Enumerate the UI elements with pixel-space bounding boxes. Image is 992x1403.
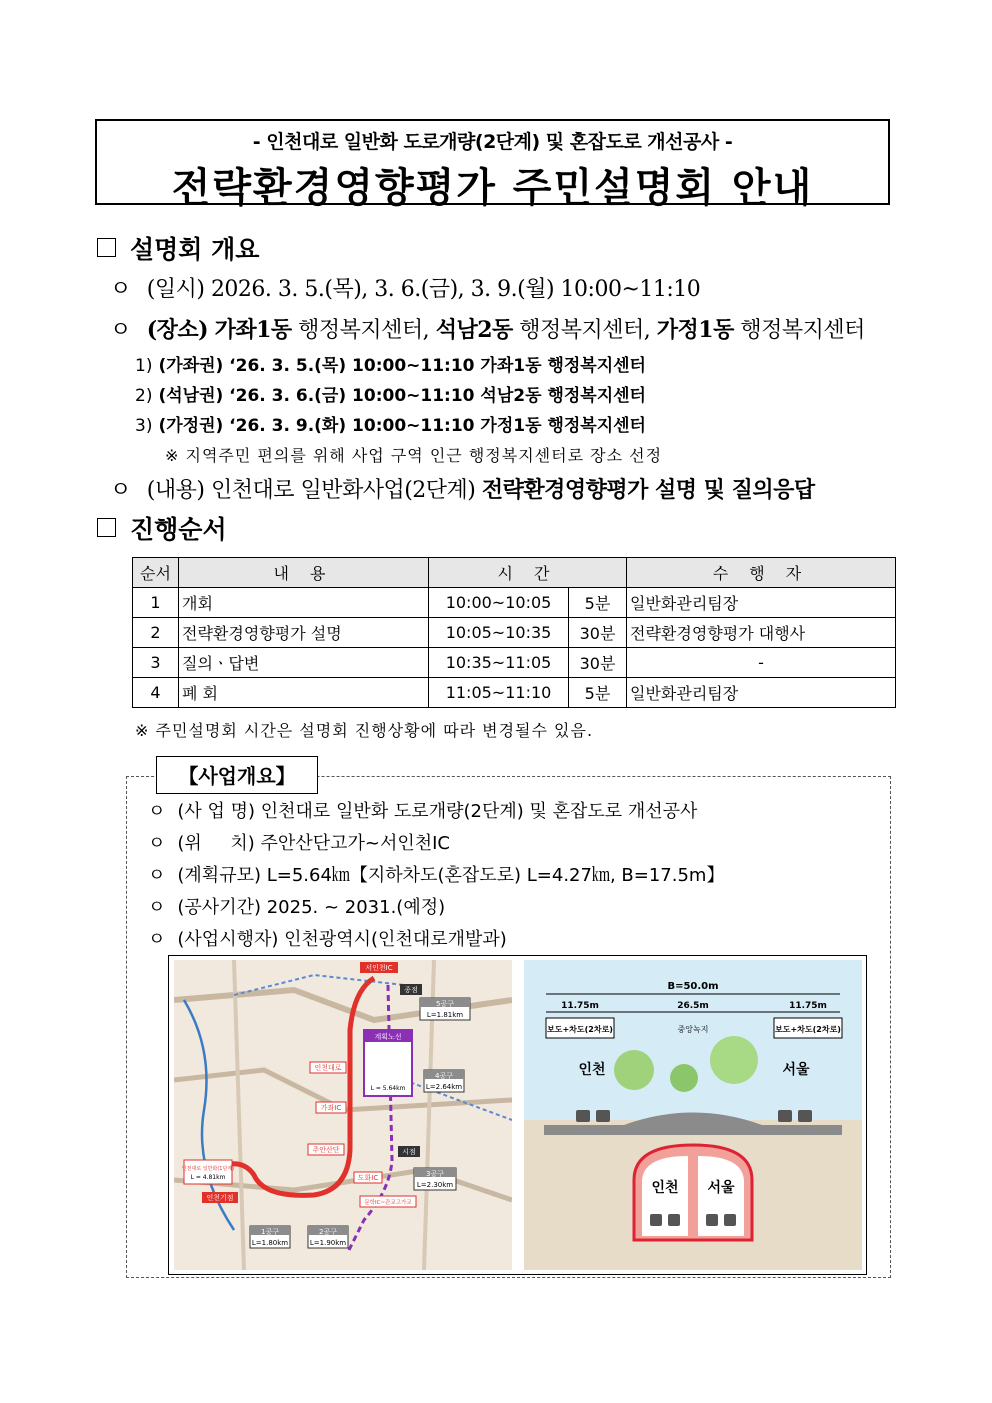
label-sijeom bbox=[398, 1146, 420, 1157]
session-item: 3) (가정권) ‘26. 3. 9.(화) 10:00~11:10 가정1동 행정복지센터 bbox=[135, 416, 646, 436]
section-label: 3공구 bbox=[426, 1170, 444, 1178]
label-dohwa-ic bbox=[354, 1172, 382, 1183]
content-line: ㅇ (내용) 인천대로 일반화사업(2단계) 전략환경영향평가 설명 및 질의응답 bbox=[110, 477, 815, 503]
section-label: 1공구 bbox=[261, 1228, 279, 1236]
cell-performer: 전략환경영향평가 대행사 bbox=[627, 618, 896, 648]
column-header: 시 간 bbox=[429, 558, 627, 588]
checkbox-square-icon bbox=[97, 238, 116, 257]
cell-no: 2 bbox=[133, 618, 179, 648]
cell-no: 1 bbox=[133, 588, 179, 618]
section-length: L=2.64km bbox=[425, 1083, 463, 1091]
svg-text:가좌IC: 가좌IC bbox=[320, 1104, 342, 1112]
plan-line-box bbox=[364, 1030, 412, 1096]
route-map bbox=[174, 960, 512, 1270]
total-width: B=50.0m bbox=[667, 981, 719, 992]
column-header: 수 행 자 bbox=[627, 558, 896, 588]
session-item: 2) (석남권) ‘26. 3. 6.(금) 10:00~11:10 석남2동 행정복지센터 bbox=[135, 386, 646, 406]
right-width: 11.75m bbox=[789, 1001, 827, 1011]
table-row bbox=[133, 678, 896, 708]
direction-label-right: 서울 bbox=[782, 1062, 810, 1078]
cell-duration: 5분 bbox=[569, 588, 627, 618]
label-juan-sandan bbox=[308, 1144, 344, 1155]
table-row bbox=[133, 618, 896, 648]
cell-content: 폐 회 bbox=[179, 678, 429, 708]
label-gajwa-ic bbox=[316, 1102, 346, 1113]
place-line: ㅇ (장소) 가좌1동 행정복지센터, 석남2동 행정복지센터, 가정1동 행정복지센터 bbox=[110, 317, 865, 343]
plan-line-title: 계획노선 bbox=[374, 1033, 402, 1041]
left-lane-label: 보도+차도(2차로) bbox=[547, 1025, 613, 1034]
cell-content: 개회 bbox=[179, 588, 429, 618]
car-icon bbox=[650, 1214, 662, 1226]
car-icon bbox=[596, 1110, 610, 1122]
label-incheon-daero bbox=[310, 1062, 346, 1073]
circle-bullet-icon: ㅇ bbox=[148, 897, 166, 918]
car-icon bbox=[778, 1110, 792, 1122]
cell-duration: 30분 bbox=[569, 648, 627, 678]
tree-icon bbox=[614, 1050, 654, 1090]
section-label: 5공구 bbox=[436, 1000, 454, 1008]
section-length: L=1.81km bbox=[426, 1011, 464, 1019]
label-jongjeom bbox=[400, 984, 422, 995]
svg-text:주안산단: 주안산단 bbox=[312, 1146, 340, 1154]
circle-bullet-icon: ㅇ bbox=[148, 833, 166, 854]
tunnel-bore-right bbox=[698, 1156, 744, 1236]
svg-text:인천기점: 인천기점 bbox=[206, 1194, 234, 1202]
plan-line-length: L = 5.64km bbox=[370, 1085, 406, 1092]
section-overview-heading: 설명회 개요 bbox=[97, 230, 259, 266]
svg-text:인천대로 일반화(1단계): 인천대로 일반화(1단계) bbox=[181, 1166, 235, 1172]
tunnel-bore-left bbox=[642, 1156, 688, 1236]
cell-time: 10:05~10:35 bbox=[429, 618, 569, 648]
tunnel-label-right: 서울 bbox=[707, 1180, 735, 1196]
svg-text:서인천IC: 서인천IC bbox=[365, 964, 393, 972]
procedure-note: ※ 주민설명회 시간은 설명회 진행상황에 따라 변경될수 있음. bbox=[135, 721, 594, 740]
project-item: ㅇ (사 업 명) 인천대로 일반화 도로개량(2단계) 및 혼잡도로 개선공사 bbox=[148, 801, 698, 822]
section-box-3 bbox=[414, 1168, 456, 1190]
svg-text:도화IC: 도화IC bbox=[357, 1174, 379, 1182]
label-mulmaru bbox=[360, 1196, 416, 1207]
car-icon bbox=[668, 1214, 680, 1226]
label-seoinchon bbox=[360, 962, 398, 973]
section-box-4 bbox=[424, 1070, 464, 1092]
cell-duration: 30분 bbox=[569, 618, 627, 648]
cell-time: 10:35~11:05 bbox=[429, 648, 569, 678]
circle-bullet-icon: ㅇ bbox=[110, 478, 131, 503]
car-icon bbox=[724, 1214, 736, 1226]
tunnel-label-left: 인천 bbox=[651, 1180, 679, 1196]
session-item: 1) (가좌권) ‘26. 3. 5.(목) 10:00~11:10 가좌1동 행정복지센터 bbox=[135, 356, 646, 376]
section-box-5 bbox=[420, 998, 470, 1020]
document-title: 전략환경영향평가 주민설명회 안내 bbox=[171, 165, 814, 211]
svg-text:문학IC~관교고가교: 문학IC~관교고가교 bbox=[364, 1200, 412, 1206]
cross-section-diagram bbox=[524, 960, 862, 1270]
svg-text:시점: 시점 bbox=[402, 1148, 416, 1156]
direction-label-left: 인천 bbox=[578, 1062, 606, 1078]
mid-width: 26.5m bbox=[677, 1001, 709, 1011]
circle-bullet-icon: ㅇ bbox=[148, 865, 166, 886]
section-procedure-heading: 진행순서 bbox=[97, 510, 227, 546]
section-box-1 bbox=[250, 1226, 290, 1248]
svg-text:인천대로: 인천대로 bbox=[314, 1064, 342, 1072]
cell-performer: 일반화관리팀장 bbox=[627, 588, 896, 618]
right-lane-label: 보도+차도(2차로) bbox=[775, 1025, 841, 1034]
cell-no: 4 bbox=[133, 678, 179, 708]
car-icon bbox=[576, 1110, 590, 1122]
section-length: L=1.90km bbox=[309, 1239, 347, 1247]
section-label: 2공구 bbox=[319, 1228, 337, 1236]
column-header: 순서 bbox=[133, 558, 179, 588]
table-header-row bbox=[133, 558, 896, 588]
left-width: 11.75m bbox=[561, 1001, 599, 1011]
table-row bbox=[133, 588, 896, 618]
cell-content: 전략환경영향평가 설명 bbox=[179, 618, 429, 648]
document-subtitle: - 인천대로 일반화 도로개량(2단계) 및 혼잡도로 개선공사 - bbox=[252, 131, 733, 153]
label-incheon-gijeom bbox=[202, 1192, 238, 1203]
svg-text:L = 4.81km: L = 4.81km bbox=[190, 1174, 226, 1181]
cell-time: 10:00~10:05 bbox=[429, 588, 569, 618]
tree-icon bbox=[670, 1064, 698, 1092]
cell-content: 질의ㆍ답변 bbox=[179, 648, 429, 678]
checkbox-square-icon bbox=[97, 518, 116, 537]
cell-no: 3 bbox=[133, 648, 179, 678]
label-stage1 bbox=[182, 1160, 234, 1184]
section-length: L=2.30km bbox=[416, 1181, 454, 1189]
circle-bullet-icon: ㅇ bbox=[110, 318, 131, 343]
procedure-table bbox=[132, 557, 896, 708]
section-label: 4공구 bbox=[435, 1072, 453, 1080]
car-icon bbox=[706, 1214, 718, 1226]
circle-bullet-icon: ㅇ bbox=[148, 929, 166, 950]
column-header: 내 용 bbox=[179, 558, 429, 588]
cell-duration: 5분 bbox=[569, 678, 627, 708]
place-note: ※ 지역주민 편의를 위해 사업 구역 인근 행정복지센터로 장소 선정 bbox=[165, 446, 663, 465]
svg-text:종점: 종점 bbox=[404, 986, 418, 994]
table-row bbox=[133, 648, 896, 678]
project-item: ㅇ (사업시행자) 인천광역시(인천대로개발과) bbox=[148, 929, 507, 950]
schedule-line: ㅇ (일시) 2026. 3. 5.(목), 3. 6.(금), 3. 9.(월) 10:00~11:10 bbox=[110, 277, 701, 302]
circle-bullet-icon: ㅇ bbox=[110, 277, 131, 302]
project-item: ㅇ (위 치) 주안산단고가~서인천IC bbox=[148, 833, 450, 854]
mid-lane-label: 중앙녹지 bbox=[677, 1025, 709, 1034]
car-icon bbox=[798, 1110, 812, 1122]
section-box-2 bbox=[308, 1226, 348, 1248]
project-overview-tab: 【사업개요】 bbox=[156, 756, 318, 794]
title-box bbox=[95, 119, 890, 211]
tree-icon bbox=[710, 1036, 758, 1084]
project-item: ㅇ (계획규모) L=5.64㎞【지하차도(혼잡도로) L=4.27㎞, B=17.5m】 bbox=[148, 865, 725, 886]
cell-performer: 일반화관리팀장 bbox=[627, 678, 896, 708]
section-length: L=1.80km bbox=[251, 1239, 289, 1247]
circle-bullet-icon: ㅇ bbox=[148, 801, 166, 822]
project-item: ㅇ (공사기간) 2025. ~ 2031.(예정) bbox=[148, 897, 446, 918]
cell-time: 11:05~11:10 bbox=[429, 678, 569, 708]
cell-performer: - bbox=[627, 648, 896, 678]
